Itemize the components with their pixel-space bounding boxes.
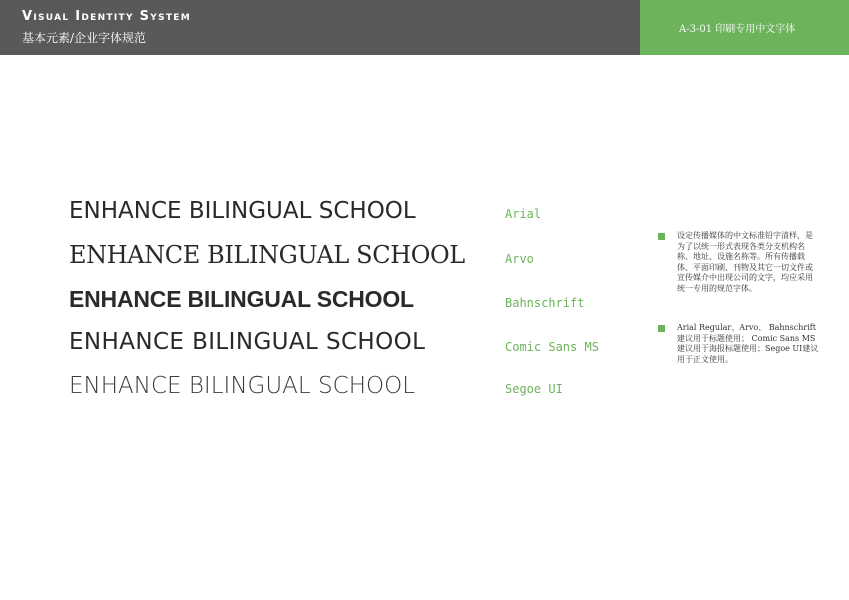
page-code: A-3-01 印刷专用中文字体 — [679, 24, 796, 35]
font-sample-arvo: ENHANCE BILINGUAL SCHOOL — [69, 241, 465, 269]
bullet-square-icon — [658, 233, 665, 240]
font-name-bahnschrift: Bahnschrift — [505, 296, 585, 310]
font-recommendation-note: Arial Regular、Arvo、 Bahnschrift建议用于标题使用； Comic Sans MS建议用于海报标题使用；Segoe UI建议用于正文使用。 — [677, 323, 819, 364]
font-name-arvo: Arvo — [505, 252, 534, 266]
section-subtitle: 基本元素/企业字体规范 — [22, 31, 147, 45]
font-sample-comic-sans: ENHANCE BILINGUAL SCHOOL — [69, 329, 426, 355]
font-sample-arial: ENHANCE BILINGUAL SCHOOL — [69, 198, 416, 224]
font-usage-note: 设定传播媒体的中文标准铅字清样，是为了以统一形式表现各类分支机构名称、地址、设施名称等。所有传播载体、平面印刷、刊物及其它一切文件或宣传媒介中出现公司的文字，均应采用统一专用的规范字体。 — [677, 231, 813, 293]
font-name-segoe: Segoe UI — [505, 382, 563, 396]
bullet-square-icon — [658, 325, 665, 332]
brand-title: Visual Identity System — [22, 9, 192, 24]
font-sample-segoe: ENHANCE BILINGUAL SCHOOL — [69, 373, 416, 399]
font-name-comic-sans: Comic Sans MS — [505, 340, 599, 354]
font-name-arial: Arial — [505, 207, 542, 221]
font-sample-bahnschrift: ENHANCE BILINGUAL SCHOOL — [69, 286, 414, 312]
